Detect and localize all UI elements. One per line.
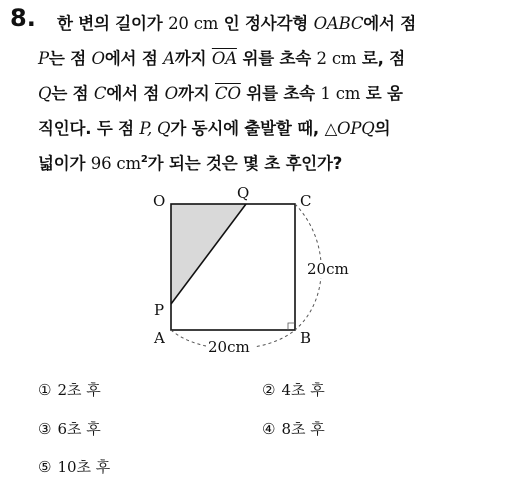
label-a: A <box>154 329 165 347</box>
segment-co: $\overline{CO}$ <box>215 84 241 103</box>
segment-oa: $\overline{OA}$ <box>211 49 237 68</box>
question-line-2: P는 점 O에서 점 A까지 $\overline{OA}$ 위를 초속 2 cm 로, 점 <box>38 49 405 68</box>
label-q: Q <box>237 184 250 202</box>
question-line-3: Q는 점 C에서 점 O까지 $\overline{CO}$ 위를 초속 1 cm 로 움 <box>38 84 403 103</box>
question-number: 8. <box>10 4 36 32</box>
question-line-5: 넓이가 96 $cm^2$가 되는 것은 몇 초 후인가? <box>38 154 343 173</box>
label-side-right: 20cm <box>307 260 349 278</box>
label-o: O <box>153 192 166 210</box>
option-5[interactable]: ⑤ 10초 후 <box>38 458 111 476</box>
label-b: B <box>300 329 312 347</box>
question-line-1: 한 변의 길이가 20 cm 인 정사각형 OABC에서 점 <box>57 14 417 33</box>
label-p: P <box>154 301 165 319</box>
option-2[interactable]: ② 4초 후 <box>262 381 325 399</box>
label-c: C <box>300 192 312 210</box>
label-side-bottom: 20cm <box>208 338 250 356</box>
option-3[interactable]: ③ 6초 후 <box>38 420 101 438</box>
option-4[interactable]: ④ 8초 후 <box>262 420 325 438</box>
right-angle-mark <box>288 323 295 330</box>
option-1[interactable]: ① 2초 후 <box>38 381 101 399</box>
question-line-4: 직인다. 두 점 P, Q가 동시에 출발할 때, △OPQ의 <box>38 119 391 138</box>
